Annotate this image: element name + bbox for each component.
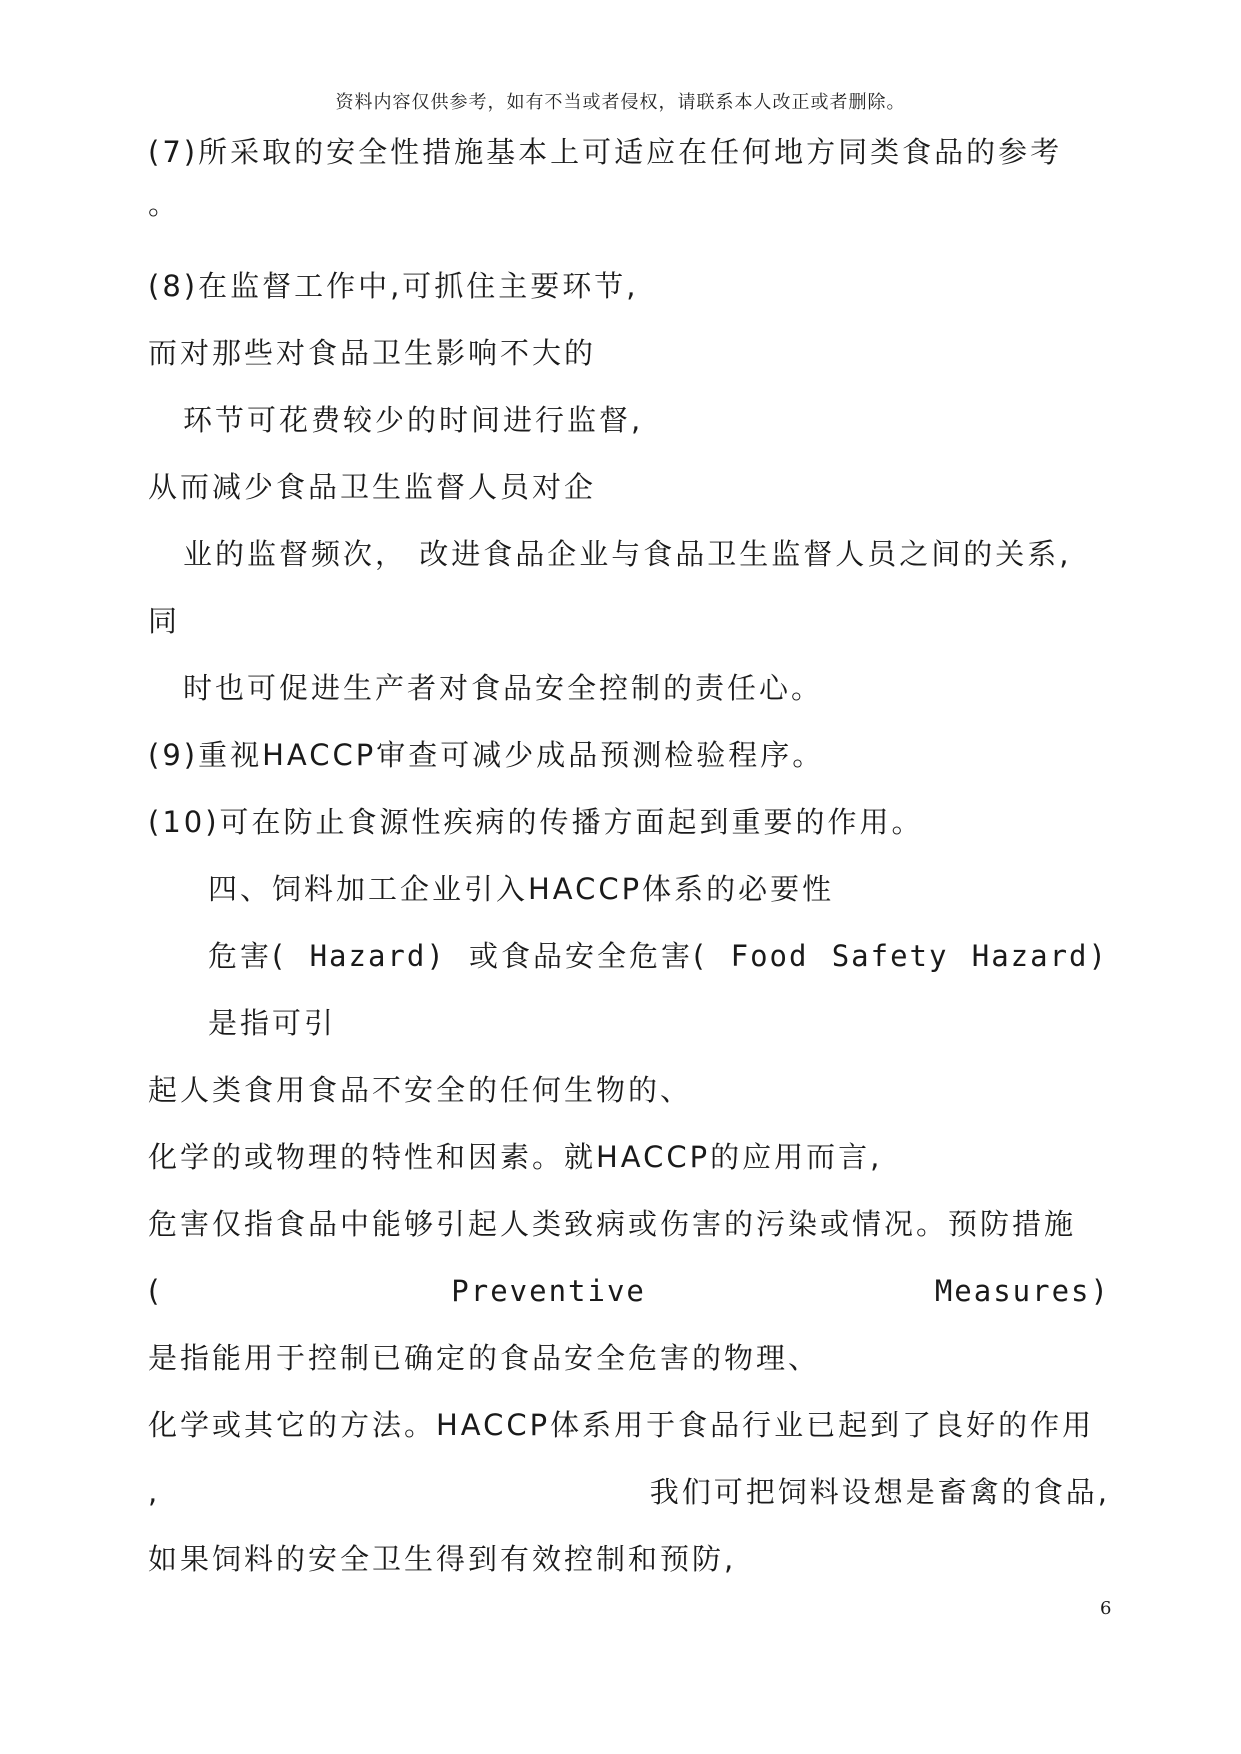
text-line: 如果饲料的安全卫生得到有效控制和预防, xyxy=(148,1542,737,1576)
text-segment: 危害( xyxy=(208,939,287,973)
text-line: (9)重视HACCP审查可减少成品预测检验程序。 xyxy=(148,738,825,772)
text-line: 危害仅指食品中能够引起人类致病或伤害的污染或情况。预防措施 xyxy=(148,1207,1077,1241)
section-heading: 四、饲料加工企业引入HACCP体系的必要性 xyxy=(208,872,835,906)
page-number: 6 xyxy=(1100,1598,1112,1619)
text-line: (8)在监督工作中,可抓住主要环节, xyxy=(148,269,639,303)
text-line: (7)所采取的安全性措施基本上可适应在任何地方同类食品的参考 xyxy=(148,135,1063,169)
text-line: 起人类食用食品不安全的任何生物的、 xyxy=(148,1073,693,1107)
text-line: (10)可在防止食源性疾病的传播方面起到重要的作用。 xyxy=(148,805,924,839)
text-line: 化学或其它的方法。HACCP体系用于食品行业已起到了良好的作用 xyxy=(148,1408,1095,1442)
text-line: 是指能用于控制已确定的食品安全危害的物理、 xyxy=(148,1341,821,1375)
text-segment: Hazard) xyxy=(309,939,446,973)
text-line: 。 xyxy=(148,187,181,221)
text-segment: Safety xyxy=(831,939,949,973)
text-line: 业的监督频次， 改进食品企业与食品卫生监督人员之间的关系, xyxy=(183,537,1072,571)
text-line: 而对那些对食品卫生影响不大的 xyxy=(148,336,597,370)
text-segment: , xyxy=(148,1475,161,1509)
text-segment: 或食品安全危害( xyxy=(469,939,708,973)
text-line: 同 xyxy=(148,604,181,638)
text-line: 环节可花费较少的时间进行监督, xyxy=(183,403,644,437)
text-segment: Measures) xyxy=(934,1274,1110,1308)
text-line: 时也可促进生产者对食品安全控制的责任心。 xyxy=(183,671,824,705)
preventive-measures-line xyxy=(148,1274,1110,1308)
text-segment: Preventive xyxy=(451,1274,646,1308)
hazard-definition-line xyxy=(208,939,1108,973)
text-line: 是指可引 xyxy=(208,1006,337,1040)
text-segment: ( xyxy=(148,1274,163,1308)
text-line: 化学的或物理的特性和因素。就HACCP的应用而言, xyxy=(148,1140,883,1174)
text-line: 从而减少食品卫生监督人员对企 xyxy=(148,470,597,504)
text-segment: Food xyxy=(730,939,809,973)
text-segment: Hazard) xyxy=(971,939,1108,973)
text-segment: 我们可把饲料设想是畜禽的食品, xyxy=(649,1475,1110,1509)
header-disclaimer: 资料内容仅供参考，如有不当或者侵权，请联系本人改正或者删除。 xyxy=(335,92,906,113)
comma-line xyxy=(148,1475,1110,1509)
